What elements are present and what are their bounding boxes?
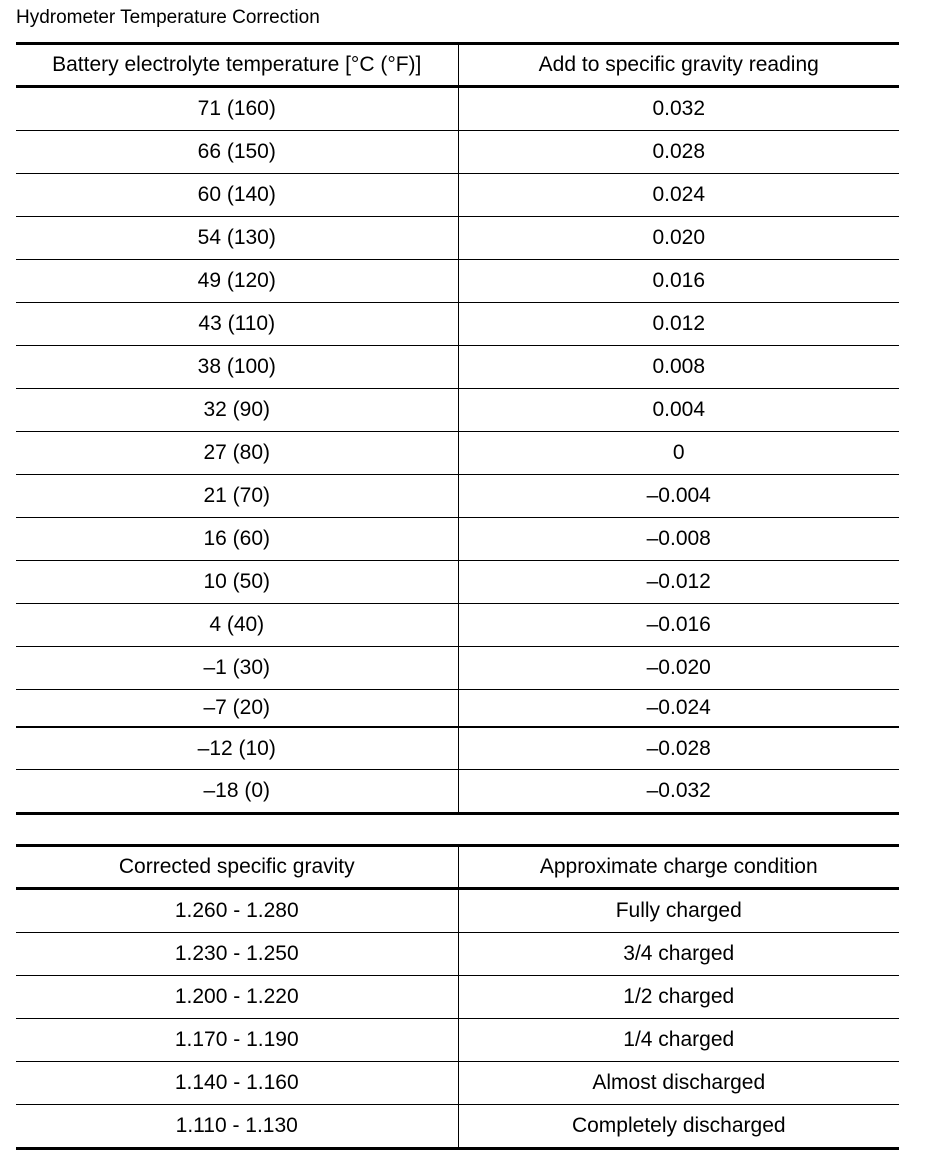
temperature-cell: –7 (20) <box>16 690 458 728</box>
temperature-correction-table <box>16 42 899 815</box>
gravity-adjustment-cell: 0.016 <box>458 260 899 303</box>
table-row <box>16 87 899 131</box>
table-row <box>16 518 899 561</box>
gravity-adjustment-cell: 0.004 <box>458 389 899 432</box>
charge-condition-cell: Completely discharged <box>458 1105 899 1149</box>
temperature-cell: 21 (70) <box>16 475 458 518</box>
gravity-adjustment-cell: –0.004 <box>458 475 899 518</box>
table-row <box>16 889 899 933</box>
charge-condition-cell: 1/2 charged <box>458 976 899 1019</box>
table-row <box>16 1105 899 1149</box>
gravity-adjustment-cell: –0.016 <box>458 604 899 647</box>
gravity-adjustment-cell: –0.020 <box>458 647 899 690</box>
temperature-cell: 16 (60) <box>16 518 458 561</box>
gravity-adjustment-cell: 0.008 <box>458 346 899 389</box>
charge-condition-cell: Fully charged <box>615 899 742 922</box>
gravity-adjustment-cell: –0.028 <box>646 736 711 760</box>
temperature-cell: 54 (130) <box>16 217 458 260</box>
charge-condition-cell: Almost discharged <box>458 1062 899 1105</box>
specific-gravity-cell: 1.200 - 1.220 <box>16 976 458 1019</box>
table-row <box>16 131 899 174</box>
temperature-cell: 66 (150) <box>16 131 458 174</box>
table-row <box>16 561 899 604</box>
specific-gravity-cell: 1.170 - 1.190 <box>16 1019 458 1062</box>
table-header-row <box>16 44 899 87</box>
temperature-cell: 60 (140) <box>16 174 458 217</box>
specific-gravity-cell: 1.230 - 1.250 <box>16 933 458 976</box>
charge-table-body <box>16 889 899 1149</box>
temperature-cell: 38 (100) <box>16 346 458 389</box>
gravity-adjustment-cell: 0 <box>458 432 899 475</box>
gravity-adjustment-cell: 0.032 <box>652 97 706 120</box>
temperature-cell: 32 (90) <box>16 389 458 432</box>
column-header-charge-condition: Approximate charge condition <box>458 846 899 889</box>
temperature-cell: –12 (10) <box>16 727 458 770</box>
temperature-cell: 10 (50) <box>16 561 458 604</box>
specific-gravity-cell: 1.260 - 1.280 <box>16 889 458 933</box>
table-row <box>16 976 899 1019</box>
temperature-cell: 27 (80) <box>16 432 458 475</box>
gravity-adjustment-cell: –0.012 <box>458 561 899 604</box>
column-header-gravity-adjustment: Add to specific gravity reading <box>458 44 899 87</box>
charge-condition-cell: 3/4 charged <box>458 933 899 976</box>
table-row <box>16 933 899 976</box>
table-row <box>16 475 899 518</box>
gravity-adjustment-cell: –0.008 <box>458 518 899 561</box>
temperature-table-body <box>16 87 899 814</box>
table-row <box>16 647 899 690</box>
table-row <box>16 770 899 814</box>
table-row <box>16 432 899 475</box>
temperature-cell: 49 (120) <box>16 260 458 303</box>
table-row <box>16 690 899 728</box>
specific-gravity-cell: 1.140 - 1.160 <box>16 1062 458 1105</box>
gravity-adjustment-cell: 0.028 <box>458 131 899 174</box>
gravity-adjustment-cell: 0.024 <box>458 174 899 217</box>
table-row <box>16 346 899 389</box>
table-row <box>16 174 899 217</box>
table-row <box>16 303 899 346</box>
table-row <box>16 389 899 432</box>
column-header-temperature: Battery electrolyte temperature [°C (°F)] <box>16 44 458 87</box>
table-row <box>16 1062 899 1105</box>
temperature-cell: –1 (30) <box>16 647 458 690</box>
gravity-adjustment-cell: 0.020 <box>458 217 899 260</box>
charge-condition-cell: 1/4 charged <box>458 1019 899 1062</box>
table-row <box>16 604 899 647</box>
temperature-cell: –18 (0) <box>16 770 458 814</box>
specific-gravity-cell: 1.110 - 1.130 <box>16 1105 458 1149</box>
gravity-adjustment-cell: –0.032 <box>458 770 899 814</box>
temperature-cell: 43 (110) <box>16 303 458 346</box>
page-title: Hydrometer Temperature Correction <box>16 7 320 28</box>
column-header-specific-gravity: Corrected specific gravity <box>16 846 458 889</box>
gravity-adjustment-cell: –0.024 <box>458 690 899 728</box>
table-row <box>16 260 899 303</box>
table-row <box>16 727 899 770</box>
table-row <box>16 217 899 260</box>
table-row <box>16 1019 899 1062</box>
temperature-cell: 71 (160) <box>16 87 458 131</box>
table-header-row <box>16 846 899 889</box>
charge-condition-table <box>16 844 899 1150</box>
temperature-cell: 4 (40) <box>16 604 458 647</box>
gravity-adjustment-cell: 0.012 <box>458 303 899 346</box>
